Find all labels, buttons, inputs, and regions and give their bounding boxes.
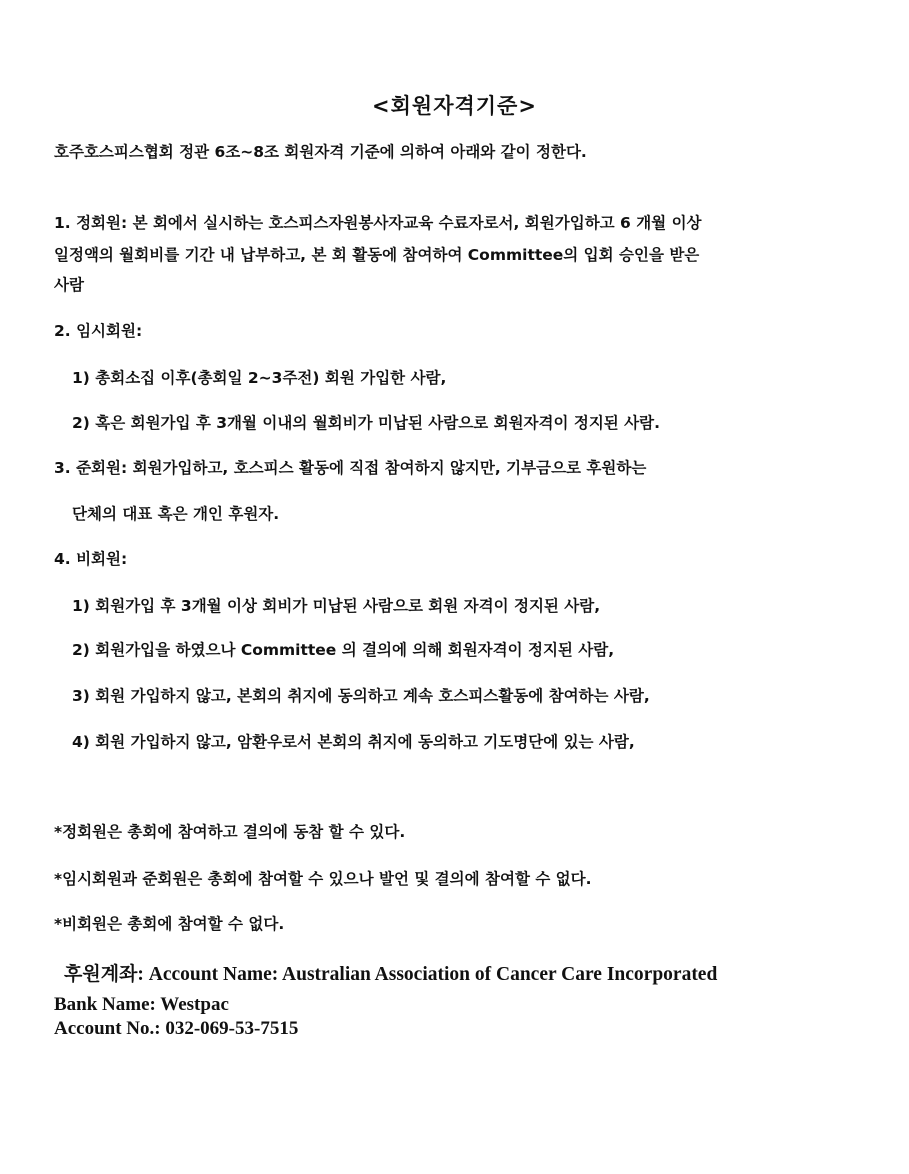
page-title: <회원자격기준> bbox=[372, 94, 537, 118]
non-member-item-3: 3) 회원 가입하지 않고, 본회의 취지에 동의하고 계속 호스피스활동에 참여하는 사람, bbox=[72, 687, 650, 705]
intro-text: 호주호스피스협회 정관 6조~8조 회원자격 기준에 의하여 아래와 같이 정한다. bbox=[54, 143, 587, 161]
non-member-item-2: 2) 회원가입을 하였으나 Committee 의 결의에 의해 회원자격이 정지된 사람, bbox=[72, 641, 615, 659]
note-non-member: *비회원은 총회에 참여할 수 없다. bbox=[54, 915, 285, 933]
regular-member-line-1: 1. 정회원: 본 회에서 실시하는 호스피스자원봉사자교육 수료자로서, 회원가입하고 6 개월 이상 bbox=[54, 214, 702, 232]
provisional-member-item-1: 1) 총회소집 이후(총회일 2~3주전) 회원 가입한 사람, bbox=[72, 369, 447, 387]
regular-member-line-2: 일정액의 월회비를 기간 내 납부하고, 본 회 활동에 참여하여 Committee의 입회 승인을 받은 bbox=[54, 246, 700, 264]
non-member-item-4: 4) 회원 가입하지 않고, 암환우로서 본회의 취지에 동의하고 기도명단에 있는 사람, bbox=[72, 733, 635, 751]
associate-member-line-1: 3. 준회원: 회원가입하고, 호스피스 활동에 직접 참여하지 않지만, 기부금으로 후원하는 bbox=[54, 459, 647, 477]
associate-member-line-2: 단체의 대표 혹은 개인 후원자. bbox=[72, 505, 280, 523]
regular-member-line-3: 사람 bbox=[54, 276, 84, 294]
provisional-member-heading: 2. 임시회원: bbox=[54, 322, 143, 340]
non-member-heading: 4. 비회원: bbox=[54, 550, 128, 568]
non-member-item-1: 1) 회원가입 후 3개월 이상 회비가 미납된 사람으로 회원 자격이 정지된 사람, bbox=[72, 597, 601, 615]
note-regular-member: *정회원은 총회에 참여하고 결의에 동참 할 수 있다. bbox=[54, 823, 406, 841]
account-number-line: Account No.: 032-069-53-7515 bbox=[54, 1018, 299, 1039]
account-name-text: : Account Name: Australian Association of Cancer Care Incorporated bbox=[137, 964, 718, 985]
account-name-line bbox=[64, 959, 717, 986]
bank-name-line: Bank Name: Westpac bbox=[54, 994, 229, 1015]
note-provisional-associate: *임시회원과 준회원은 총회에 참여할 수 있으나 발언 및 결의에 참여할 수 없다. bbox=[54, 870, 592, 888]
provisional-member-item-2: 2) 혹은 회원가입 후 3개월 이내의 월회비가 미납된 사람으로 회원자격이 정지된 사람. bbox=[72, 414, 661, 432]
account-label: 후원계좌 bbox=[64, 963, 138, 985]
